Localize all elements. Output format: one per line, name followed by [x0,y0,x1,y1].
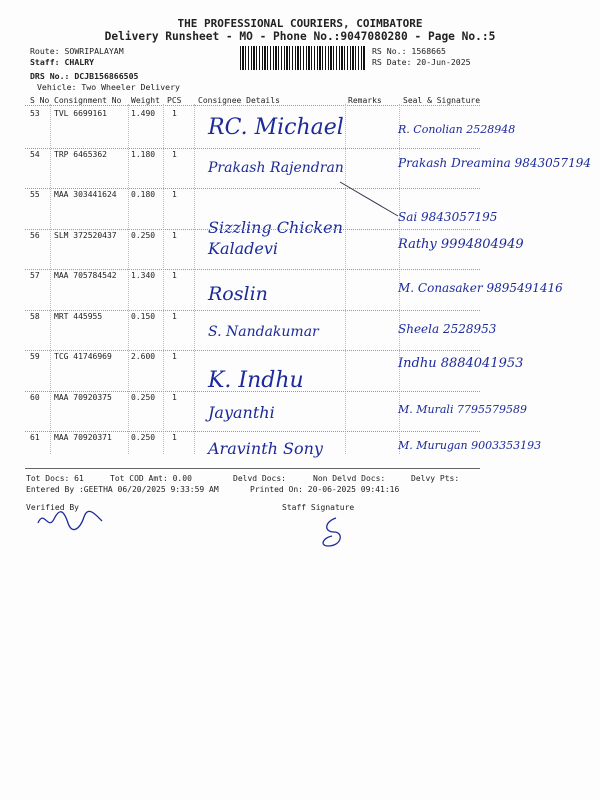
col-sno: S No [30,96,50,105]
row-consignment: MAA 303441624 [54,190,117,199]
row-divider [25,269,480,270]
row-divider [25,229,480,230]
row-weight: 1.490 [131,109,156,118]
row-consignee: Prakash Rajendran [208,159,344,176]
col-divider [194,104,195,454]
row-consignment: TCG 41746969 [54,352,112,361]
printed-on: Printed On: 20-06-2025 09:41:16 [250,485,400,494]
row-sno: 55 [30,190,40,199]
row-weight: 2.600 [131,352,156,361]
row-divider [25,148,480,149]
row-seal-signature: Rathy 9994804949 [398,236,524,252]
staff-signature [318,516,348,550]
col-divider [345,104,346,454]
rs-number: RS No.: 1568665 [372,46,446,56]
header-rule [25,105,480,106]
row-divider [25,350,480,351]
row-sno: 56 [30,230,40,240]
row-divider [25,431,480,432]
row-sno: 53 [30,109,40,118]
row-consignee: S. Nandakumar [208,323,319,340]
verifier-signature [36,505,106,535]
row-seal-signature: Indhu 8884041953 [398,356,524,371]
row-weight: 0.250 [131,433,156,442]
row-divider [25,188,480,189]
runsheet-subtitle: Delivery Runsheet - MO - Phone No.:9047080280 - Page No.:5 [104,30,496,43]
delvd-docs: Delvd Docs: [233,474,286,483]
company-title: THE PROFESSIONAL COURIERS, COIMBATORE [177,17,423,30]
row-sno: 61 [30,433,40,442]
remarks-strike [340,180,400,220]
rs-date: RS Date: 20-Jun-2025 [372,57,471,67]
row-sno: 54 [30,149,40,159]
verified-by: Verified By [26,503,79,512]
row-sno: 60 [30,392,40,402]
row-consignee: Sizzling Chicken [208,218,343,237]
row-seal-signature: Sheela 2528953 [398,321,497,336]
row-pcs: 1 [172,109,177,118]
row-consignee: RC. Michael [208,115,344,140]
col-seal: Seal & Signature [403,96,481,105]
row-pcs: 1 [172,149,177,159]
entered-by: Entered By :GEETHA 06/20/2025 9:33:59 AM [26,485,219,494]
row-weight: 1.180 [131,149,156,159]
tot-docs: Tot Docs: 61 [26,474,84,483]
col-consignment: Consignment No [54,96,122,105]
row-pcs: 1 [172,190,177,199]
row-consignment: MAA 705784542 [54,271,117,280]
row-seal-signature: R. Conolian 2528948 [398,123,516,136]
row-consignee: Jayanthi [208,402,275,422]
col-pcs: PCS [167,96,182,105]
row-divider [25,310,480,311]
staff-label: Staff: CHALRY [30,57,95,67]
col-divider [128,104,129,454]
route-label: Route: SOWRIPALAYAM [30,46,124,56]
delvy-pts: Delvy Pts: [411,474,460,483]
row-consignment: TRP 6465362 [54,149,107,159]
row-pcs: 1 [172,311,177,321]
col-consignee: Consignee Details [198,96,280,105]
vehicle-label: Vehicle: Two Wheeler Delivery [37,82,180,92]
row-consignee: Aravinth Sony [208,439,323,458]
row-consignee: Roslin [208,283,268,305]
barcode [240,46,366,70]
row-pcs: 1 [172,271,177,280]
row-divider [25,391,480,392]
drs-number: DRS No.: DCJB156866505 [30,71,139,81]
row-pcs: 1 [172,392,177,402]
col-weight: Weight [131,96,160,105]
row-weight: 0.150 [131,311,156,321]
row-consignment: MRT 445955 [54,311,103,321]
row-consignment: MAA 70920375 [54,392,112,402]
row-pcs: 1 [172,352,177,361]
row-sno: 57 [30,271,40,280]
row-sno: 58 [30,311,40,321]
row-seal-signature: M. Conasaker 9895491416 [398,281,563,295]
row-pcs: 1 [172,230,177,240]
tot-cod: Tot COD Amt: 0.00 [110,474,192,483]
row-consignment: SLM 372520437 [54,230,117,240]
row-seal-signature: M. Murugan 9003353193 [398,439,542,452]
row-weight: 0.250 [131,230,156,240]
row-sno: 59 [30,352,40,361]
row-consignee: K. Indhu [208,368,304,393]
row-pcs: 1 [172,433,177,442]
non-delvd-docs: Non Delvd Docs: [313,474,386,483]
staff-signature-label: Staff Signature [282,503,355,512]
row-seal-signature: Prakash Dreamina 9843057194 [398,155,591,170]
row-seal-signature: Sai 9843057195 [398,210,498,224]
col-divider [50,104,51,454]
row-consignment: MAA 70920371 [54,433,112,442]
table-end-rule [25,468,480,469]
row-seal-signature: M. Murali 7795579589 [398,402,527,416]
row-weight: 0.250 [131,392,156,402]
col-divider [163,104,164,454]
row-consignment: TVL 6699161 [54,109,107,118]
row-consignee: Kaladevi [208,238,279,258]
row-weight: 1.340 [131,271,156,280]
row-weight: 0.180 [131,190,156,199]
col-remarks: Remarks [348,96,382,105]
